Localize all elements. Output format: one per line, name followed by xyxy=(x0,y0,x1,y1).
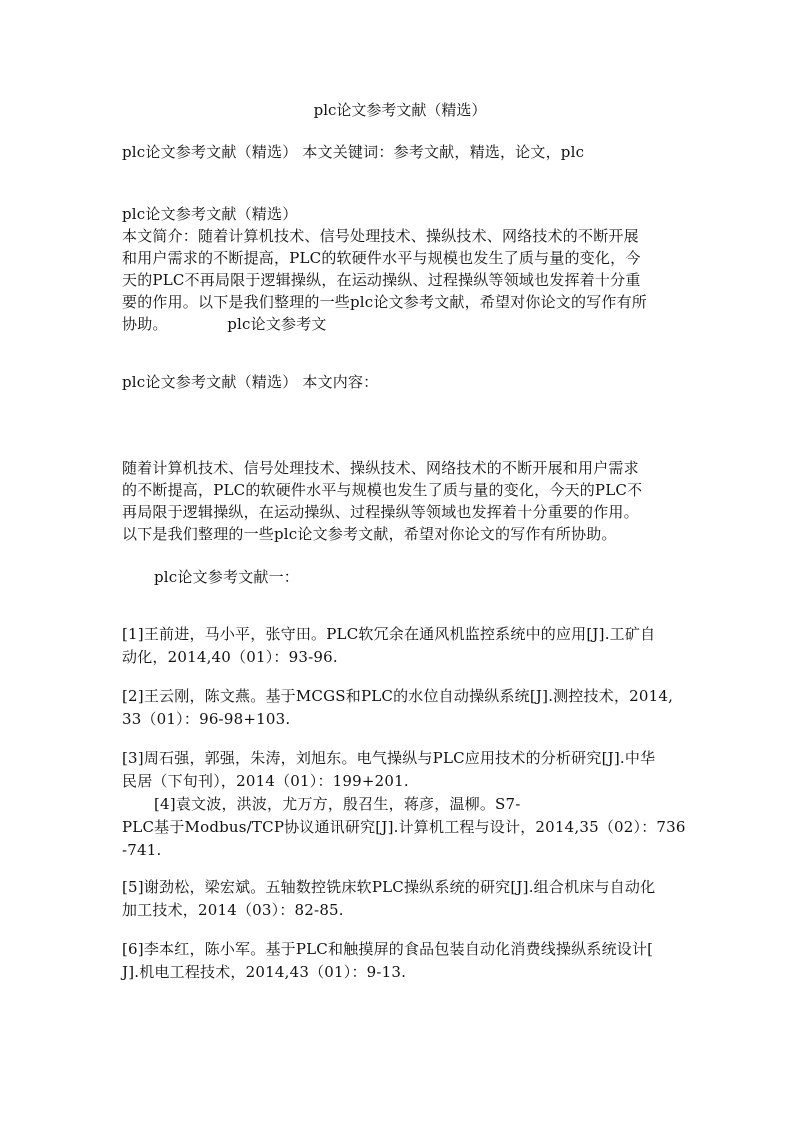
summary-line: 要的作用。以下是我们整理的一些plc论文参考文献，希望对你论文的写作有所 xyxy=(122,293,648,311)
summary-line: 和用户需求的不断提高，PLC的软硬件水平与规模也发生了质与量的变化，今 xyxy=(122,249,641,267)
summary-line: 协助。 plc论文参考文 xyxy=(122,315,327,333)
intro-line: 再局限于逻辑操纵，在运动操纵、过程操纵等领域也发挥着十分重要的作用。 xyxy=(122,503,639,521)
keywords-line: plc论文参考文献（精选） 本文关键词：参考文献，精选，论文，plc xyxy=(122,143,585,161)
summary-line: 天的PLC不再局限于逻辑操纵，在运动操纵、过程操纵等领域也发挥着十分重 xyxy=(122,271,641,289)
reference-item-cont: 加工技术，2014（03）：82-85. xyxy=(122,901,344,919)
reference-item: [1]王前进，马小平，张守田。PLC软冗余在通风机监控系统中的应用[J].工矿自 xyxy=(122,625,656,643)
reference-list-heading: plc论文参考文献一： xyxy=(154,568,300,586)
reference-item-cont: -741. xyxy=(122,841,162,859)
intro-line: 随着计算机技术、信号处理技术、操纵技术、网络技术的不断开展和用户需求 xyxy=(122,459,639,477)
reference-item: [6]李本红，陈小军。基于PLC和触摸屏的食品包装自动化消费线操纵系统设计[ xyxy=(122,940,654,958)
content-heading: plc论文参考文献（精选） 本文内容： xyxy=(122,373,379,391)
reference-item-cont: 33（01）：96-98+103. xyxy=(122,710,291,728)
summary-heading: plc论文参考文献（精选） xyxy=(122,205,298,223)
reference-item: [2]王云刚，陈文燕。基于MCGS和PLC的水位自动操纵系统[J].测控技术，2014, xyxy=(122,687,674,705)
reference-item: [3]周石强，郭强，朱涛，刘旭东。电气操纵与PLC应用技术的分析研究[J].中华 xyxy=(122,749,656,767)
reference-item: [4]袁文波，洪波，尤万方，殷召生，蒋彦，温柳。S7- xyxy=(154,795,521,813)
reference-item-cont: PLC基于Modbus/TCP协议通讯研究[J].计算机工程与设计，2014,35（02）：736 xyxy=(122,818,686,836)
reference-item: [5]谢劲松，梁宏斌。五轴数控铣床软PLC操纵系统的研究[J].组合机床与自动化 xyxy=(122,878,656,896)
intro-line: 以下是我们整理的一些plc论文参考文献，希望对你论文的写作有所协助。 xyxy=(122,525,617,543)
summary-line: 本文简介：随着计算机技术、信号处理技术、操纵技术、网络技术的不断开展 xyxy=(122,227,639,245)
page-title: plc论文参考文献（精选） xyxy=(313,101,487,119)
reference-item-cont: J].机电工程技术，2014,43（01）：9-13. xyxy=(122,963,407,981)
reference-item-cont: 动化，2014,40（01）：93-96. xyxy=(122,648,338,666)
reference-item-cont: 民居（下旬刊），2014（01）：199+201. xyxy=(122,772,409,790)
intro-line: 的不断提高，PLC的软硬件水平与规模也发生了质与量的变化，今天的PLC不 xyxy=(122,481,643,499)
